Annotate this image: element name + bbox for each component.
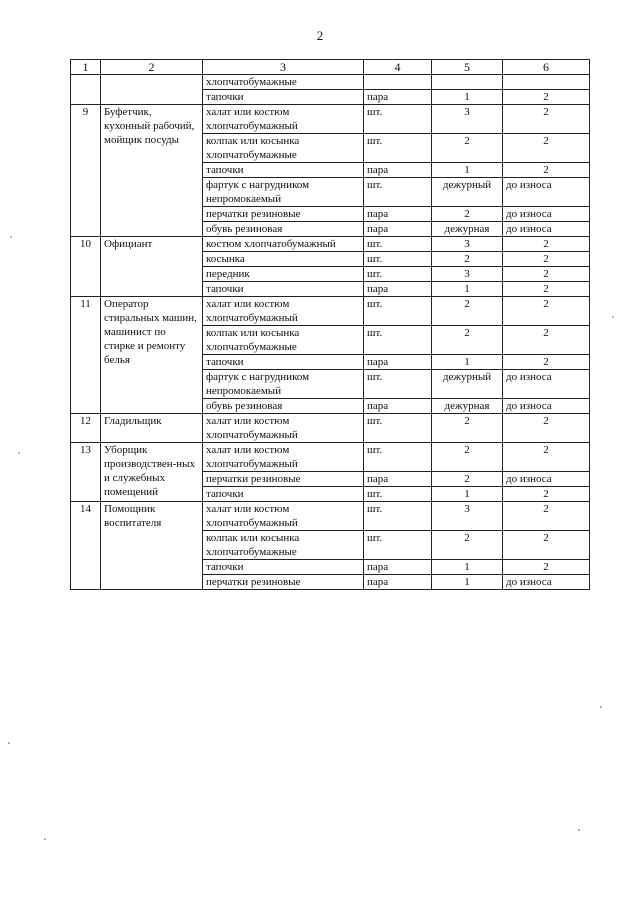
- table-row: [71, 414, 590, 443]
- unit-cell: пара: [364, 560, 432, 575]
- wear-term-cell: до износа: [503, 472, 590, 487]
- item-name: костюм хлопчатобумажный: [203, 237, 364, 252]
- item-name: халат или костюм хлопчатобумажный: [203, 297, 364, 326]
- quantity-cell: 1: [432, 487, 503, 502]
- row-number: 12: [71, 414, 101, 443]
- unit-cell: пара: [364, 282, 432, 297]
- item-name: косынка: [203, 252, 364, 267]
- wear-term-cell: до износа: [503, 207, 590, 222]
- table-row: [71, 297, 590, 326]
- wear-term-cell: 2: [503, 502, 590, 531]
- scan-speck: [44, 838, 46, 840]
- item-name: хлопчатобумажные: [203, 75, 364, 90]
- unit-cell: шт.: [364, 326, 432, 355]
- unit-cell: шт.: [364, 134, 432, 163]
- quantity-cell: дежурная: [432, 399, 503, 414]
- table-row: [71, 75, 590, 90]
- item-name: халат или костюм хлопчатобумажный: [203, 105, 364, 134]
- quantity-cell: 2: [432, 207, 503, 222]
- unit-cell: пара: [364, 207, 432, 222]
- quantity-cell: 1: [432, 90, 503, 105]
- unit-cell: шт.: [364, 502, 432, 531]
- quantity-cell: 2: [432, 252, 503, 267]
- unit-cell: пара: [364, 472, 432, 487]
- item-name: обувь резиновая: [203, 399, 364, 414]
- item-name: колпак или косынка хлопчатобумажные: [203, 326, 364, 355]
- item-name: фартук с нагрудником непромокаемый: [203, 178, 364, 207]
- wear-term-cell: до износа: [503, 370, 590, 399]
- row-number: 14: [71, 502, 101, 590]
- wear-term-cell: 2: [503, 134, 590, 163]
- quantity-cell: дежурный: [432, 178, 503, 207]
- wear-term-cell: 2: [503, 443, 590, 472]
- position-name: Официант: [101, 237, 203, 297]
- item-name: тапочки: [203, 90, 364, 105]
- table-row: [71, 443, 590, 472]
- item-name: обувь резиновая: [203, 222, 364, 237]
- item-name: халат или костюм хлопчатобумажный: [203, 443, 364, 472]
- item-name: халат или костюм хлопчатобумажный: [203, 502, 364, 531]
- item-name: тапочки: [203, 560, 364, 575]
- row-number: 11: [71, 297, 101, 414]
- page-number: 2: [316, 28, 324, 43]
- unit-cell: пара: [364, 575, 432, 590]
- position-name: Оператор стиральных машин, машинист по стирке и ремонту белья: [101, 297, 203, 414]
- table-body: [71, 75, 590, 590]
- scan-speck: [10, 236, 12, 238]
- scan-speck: [8, 742, 10, 744]
- unit-cell: пара: [364, 355, 432, 370]
- wear-term-cell: до износа: [503, 178, 590, 207]
- quantity-cell: 3: [432, 237, 503, 252]
- table-row: [71, 237, 590, 252]
- table-row: [71, 105, 590, 134]
- table-row: [71, 502, 590, 531]
- wear-term-cell: 2: [503, 531, 590, 560]
- wear-term-cell: до износа: [503, 222, 590, 237]
- position-name: Буфетчик, кухонный рабочий, мойщик посуды: [101, 105, 203, 237]
- row-number: [71, 75, 101, 105]
- wear-term-cell: 2: [503, 90, 590, 105]
- wear-term-cell: до износа: [503, 399, 590, 414]
- unit-cell: шт.: [364, 267, 432, 282]
- item-name: колпак или косынка хлопчатобумажные: [203, 134, 364, 163]
- item-name: тапочки: [203, 487, 364, 502]
- column-header: 5: [432, 60, 503, 75]
- protective-clothing-table: [70, 59, 590, 590]
- quantity-cell: дежурная: [432, 222, 503, 237]
- item-name: перчатки резиновые: [203, 472, 364, 487]
- quantity-cell: 2: [432, 443, 503, 472]
- row-number: 13: [71, 443, 101, 502]
- wear-term-cell: 2: [503, 252, 590, 267]
- position-name: [101, 75, 203, 105]
- wear-term-cell: 2: [503, 163, 590, 178]
- item-name: перчатки резиновые: [203, 575, 364, 590]
- quantity-cell: 3: [432, 267, 503, 282]
- column-header: 6: [503, 60, 590, 75]
- position-name: Помощник воспитателя: [101, 502, 203, 590]
- wear-term-cell: 2: [503, 355, 590, 370]
- scan-speck: [600, 706, 602, 708]
- unit-cell: шт.: [364, 414, 432, 443]
- unit-cell: шт.: [364, 370, 432, 399]
- quantity-cell: 2: [432, 297, 503, 326]
- quantity-cell: дежурный: [432, 370, 503, 399]
- unit-cell: пара: [364, 90, 432, 105]
- column-header: 1: [71, 60, 101, 75]
- unit-cell: шт.: [364, 531, 432, 560]
- header-row: [71, 60, 590, 75]
- quantity-cell: 2: [432, 531, 503, 560]
- quantity-cell: 1: [432, 163, 503, 178]
- unit-cell: шт.: [364, 297, 432, 326]
- unit-cell: шт.: [364, 178, 432, 207]
- item-name: передник: [203, 267, 364, 282]
- wear-term-cell: 2: [503, 414, 590, 443]
- item-name: тапочки: [203, 355, 364, 370]
- unit-cell: [364, 75, 432, 90]
- position-name: Гладильщик: [101, 414, 203, 443]
- wear-term-cell: [503, 75, 590, 90]
- scan-speck: [18, 452, 20, 454]
- wear-term-cell: 2: [503, 487, 590, 502]
- quantity-cell: 2: [432, 134, 503, 163]
- unit-cell: шт.: [364, 252, 432, 267]
- wear-term-cell: 2: [503, 297, 590, 326]
- quantity-cell: 1: [432, 575, 503, 590]
- unit-cell: пара: [364, 163, 432, 178]
- column-header: 3: [203, 60, 364, 75]
- unit-cell: шт.: [364, 237, 432, 252]
- scan-speck: [612, 316, 614, 318]
- item-name: тапочки: [203, 163, 364, 178]
- quantity-cell: 1: [432, 355, 503, 370]
- item-name: перчатки резиновые: [203, 207, 364, 222]
- item-name: тапочки: [203, 282, 364, 297]
- unit-cell: пара: [364, 222, 432, 237]
- row-number: 10: [71, 237, 101, 297]
- quantity-cell: 2: [432, 472, 503, 487]
- item-name: колпак или косынка хлопчатобумажные: [203, 531, 364, 560]
- wear-term-cell: до износа: [503, 575, 590, 590]
- column-header: 2: [101, 60, 203, 75]
- quantity-cell: 1: [432, 282, 503, 297]
- scan-speck: [578, 829, 580, 831]
- unit-cell: шт.: [364, 487, 432, 502]
- position-name: Уборщик производствен-ных и служебных помещений: [101, 443, 203, 502]
- unit-cell: пара: [364, 399, 432, 414]
- quantity-cell: 2: [432, 326, 503, 355]
- wear-term-cell: 2: [503, 267, 590, 282]
- quantity-cell: 2: [432, 414, 503, 443]
- wear-term-cell: 2: [503, 282, 590, 297]
- quantity-cell: 3: [432, 502, 503, 531]
- unit-cell: шт.: [364, 443, 432, 472]
- wear-term-cell: 2: [503, 105, 590, 134]
- item-name: фартук с нагрудником непромокаемый: [203, 370, 364, 399]
- column-header: 4: [364, 60, 432, 75]
- quantity-cell: [432, 75, 503, 90]
- item-name: халат или костюм хлопчатобумажный: [203, 414, 364, 443]
- row-number: 9: [71, 105, 101, 237]
- quantity-cell: 3: [432, 105, 503, 134]
- unit-cell: шт.: [364, 105, 432, 134]
- wear-term-cell: 2: [503, 560, 590, 575]
- wear-term-cell: 2: [503, 237, 590, 252]
- wear-term-cell: 2: [503, 326, 590, 355]
- quantity-cell: 1: [432, 560, 503, 575]
